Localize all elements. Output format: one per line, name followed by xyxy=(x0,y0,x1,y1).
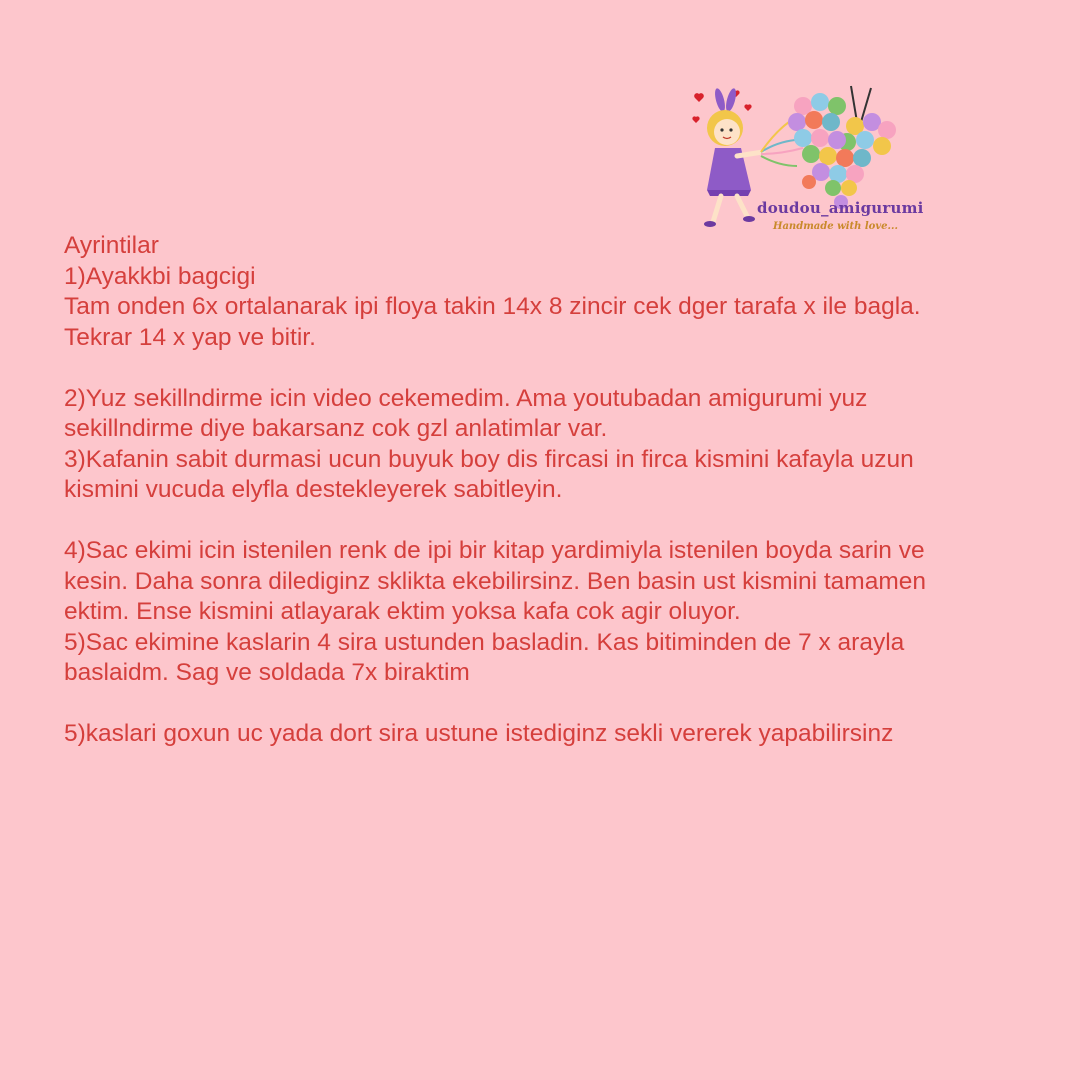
paragraph-gap xyxy=(64,689,1064,720)
step5b-line: 5)kaslari goxun uc yada dort sira ustune istediginz sekli vererek yapabilirsinz xyxy=(64,720,894,747)
step4-line: ektim. Ense kismini atlayarak ektim yoksa kafa cok agir oluyor. xyxy=(64,598,741,625)
girl-with-yarn-balls-illustration xyxy=(685,82,930,242)
step5a-line: 5)Sac ekimine kaslarin 4 sira ustunden basladin. Kas bitiminden de 7 x arayla xyxy=(64,628,905,656)
step4-line: 4)Sac ekimi icin istenilen renk de ipi bir kitap yardimiyla istenilen boyda sarin ve xyxy=(64,537,925,564)
step4-line: kesin. Daha sonra dilediginz sklikta ekebilirsinz. Ben basin ust kismini tamamen xyxy=(64,567,926,595)
step1-line: Tekrar 14 x yap ve bitir. xyxy=(64,323,316,351)
step2-line: 2)Yuz sekillndirme icin video cekemedim. Ama youtubadan amigurumi yuz xyxy=(64,384,868,412)
instructions-text xyxy=(64,231,1064,750)
brand-tagline: Handmade with love... xyxy=(773,221,898,232)
brand-logo xyxy=(685,82,930,242)
brand-name: doudou_amigurumi xyxy=(757,199,924,217)
step1-title: 1)Ayakkbi bagcigi xyxy=(64,262,256,290)
step3-line: kismini vucuda elyfla destekleyerek sabitleyin. xyxy=(64,476,563,503)
step2-line: sekillndirme diye bakarsanz cok gzl anlatimlar var. xyxy=(64,415,608,442)
step5a-line: baslaidm. Sag ve soldada 7x biraktim xyxy=(64,659,470,686)
step1-line: Tam onden 6x ortalanarak ipi floya takin 14x 8 zincir cek dger tarafa x ile bagla. xyxy=(64,293,921,320)
paragraph-gap xyxy=(64,506,1064,537)
paragraph-gap xyxy=(64,353,1064,384)
step3-line: 3)Kafanin sabit durmasi ucun buyuk boy dis fircasi in firca kismini kafayla uzun xyxy=(64,445,914,473)
heading: Ayrintilar xyxy=(64,232,159,259)
